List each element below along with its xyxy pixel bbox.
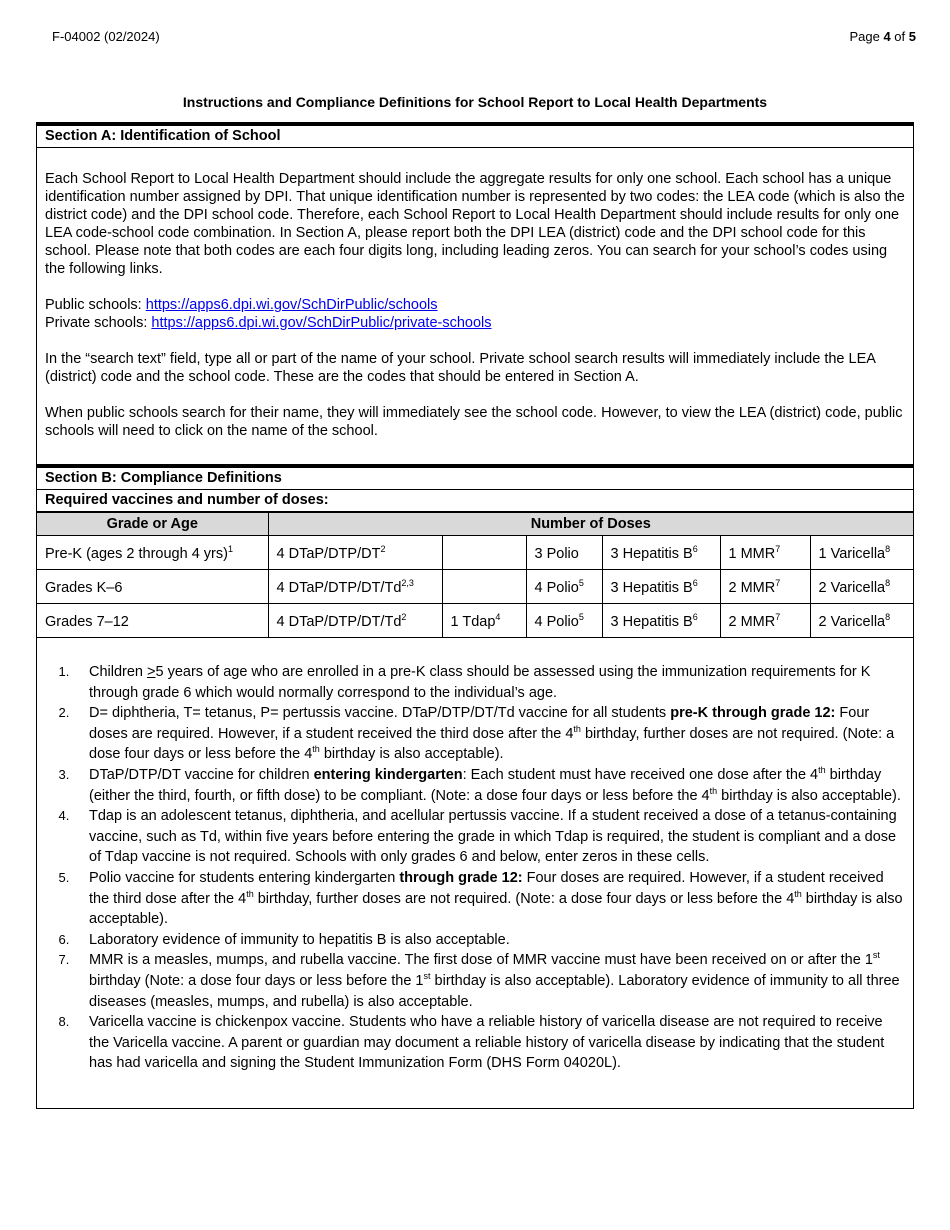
varicella-cell: 2 Varicella$^8$ [810,570,913,604]
private-schools-link[interactable]: https://apps6.dpi.wi.gov/SchDirPublic/private-schools [151,315,492,331]
document-title: Instructions and Compliance Definitions for School Report to Local Health Departments [182,94,768,110]
public-school-note: When public schools search for their name, they will immediately see the school code. However, to view the LEA (district) code, public schools will need to click on the name of the school. [45,405,903,439]
school-links: Public schools: https://apps6.dpi.wi.gov/SchDirPublic/schools Private schools: https://apps6.dpi.wi.gov/SchDirPublic/private-schools [45,297,492,331]
dtap-cell: 4 DTaP/DTP/DT/Td$^{2,3}$ [268,570,442,604]
section-b-heading: Section B: Compliance Definitions [37,468,913,490]
tdap-cell [442,570,526,604]
column-header-grade: Grade or Age [37,513,268,536]
polio-cell: 4 Polio$^5$ [526,604,602,638]
table-row [37,536,913,570]
section-a-intro: Each School Report to Local Health Department should include the aggregate results for only one school. Each school has a unique identification number assigned by DPI. That unique identification number is represented by two codes: the LEA code (which is also the district code) and the DPI school code. Therefore, each School Report to Local Health Department should include results for only one LEA code-school code combination. In Section A, please report both the DPI LEA (district) code and the DPI school code for this school. Please note that both codes are each four digits long, including leading zeros. You can search for your school’s codes using the following links. [45,171,905,277]
footnote-4: 4. Tdap is an adolescent tetanus, diphtheria, and acellular pertussis vaccine. If a student received a dose of a tetanus-containing vaccine, such as Td, within five years before entering the grade in which Tdap is required, the student is compliant and a dose of Tdap vaccine is not required. Schools with only grades 6 and below, enter zeros in these cells. [73,806,903,868]
mmr-cell: 2 MMR$^7$ [720,604,810,638]
varicella-cell: 2 Varicella$^8$ [810,604,913,638]
section-b [36,464,914,1109]
page-indicator: Page 4 of 5 [849,29,916,44]
dtap-cell: 4 DTaP/DTP/DT/Td$^2$ [268,604,442,638]
hepb-cell: 3 Hepatitis $B^6$ [602,570,720,604]
mmr-cell: 2 MMR$^7$ [720,570,810,604]
column-header-doses: Number of Doses [268,513,913,536]
dtap-cell: 4 DTaP/$DTP/DT^2$ [268,536,442,570]
hepb-cell: 3 Hepatitis $B^6$ [602,604,720,638]
grade-cell: Grades K–6 [37,570,268,604]
footnotes-list [37,662,913,1074]
table-row [37,570,913,604]
vaccines-subheading: Required vaccines and number of doses: [37,490,913,512]
grade-cell: Pre-K (ages 2 through 4 yrs)$^1$ [37,536,268,570]
footnote-1: 1. Children >5 years of age who are enrolled in a pre-K class should be assessed using the immunization requirements for K through grade 6 which would normally correspond to the individual’s age. [73,662,903,703]
table-header-row [37,513,913,536]
section-a-heading: Section A: Identification of School [37,126,913,148]
footnote-7: 7. MMR is a measles, mumps, and rubella vaccine. The first dose of MMR vaccine must have been received on or after the 1st birthday (Note: a dose four days or less before the 1st birthday is also acceptable). Laboratory evidence of immunity to all three diseases (measles, mumps, and rubella) is also acceptable. [73,950,903,1012]
tdap-cell [442,536,526,570]
grade-cell: Grades 7–12 [37,604,268,638]
varicella-cell: 1 Varicella$^8$ [810,536,913,570]
footnote-6: 6. Laboratory evidence of immunity to hepatitis B is also acceptable. [73,930,903,951]
search-instructions: In the “search text” field, type all or part of the name of your school. Private school search results will immediately include the LEA (district) code and the school code. These are the codes that should be entered in Section A. [45,351,876,385]
polio-cell: 3 Polio [526,536,602,570]
tdap-cell: 1 Tdap$^4$ [442,604,526,638]
section-a [36,122,914,467]
polio-cell: 4 Polio$^5$ [526,570,602,604]
public-schools-link[interactable]: https://apps6.dpi.wi.gov/SchDirPublic/schools [145,297,438,313]
table-row [37,604,913,638]
footnote-2: 2. D= diphtheria, T= tetanus, P= pertussis vaccine. DTaP/DTP/DT/Td vaccine for all students pre-K through grade 12: Four doses are required. However, if a student received the third dose after the 4th birthday, further doses are not required. (Note: a dose four days or less before the 4th birthday is also acceptable). [73,703,903,765]
hepb-cell: 3 Hepatitis $B^6$ [602,536,720,570]
vaccine-table [37,512,913,638]
footnote-8: 8. Varicella vaccine is chickenpox vaccine. Students who have a reliable history of varicella disease are not required to receive the Varicella vaccine. A parent or guardian may document a reliable history of varicella disease by indicating that the student has had varicella and signing the Student Immunization Form (DHS Form 04020L). [73,1012,903,1074]
footnote-3: 3. DTaP/DTP/DT vaccine for children entering kindergarten: Each student must have received one dose after the 4th birthday (either the third, fourth, or fifth dose) to be compliant. (Note: a dose four days or less before the 4th birthday is also acceptable). [73,765,903,806]
section-a-body [37,148,913,440]
form-number: F-04002 (02/2024) [52,29,160,44]
footnote-5: 5. Polio vaccine for students entering kindergarten through grade 12: Four doses are required. However, if a student received the third dose after the 4th birthday, further doses are not required. (Note: a dose four days or less before the 4th birthday is also acceptable). [73,868,903,930]
mmr-cell: 1 MMR$^7$ [720,536,810,570]
